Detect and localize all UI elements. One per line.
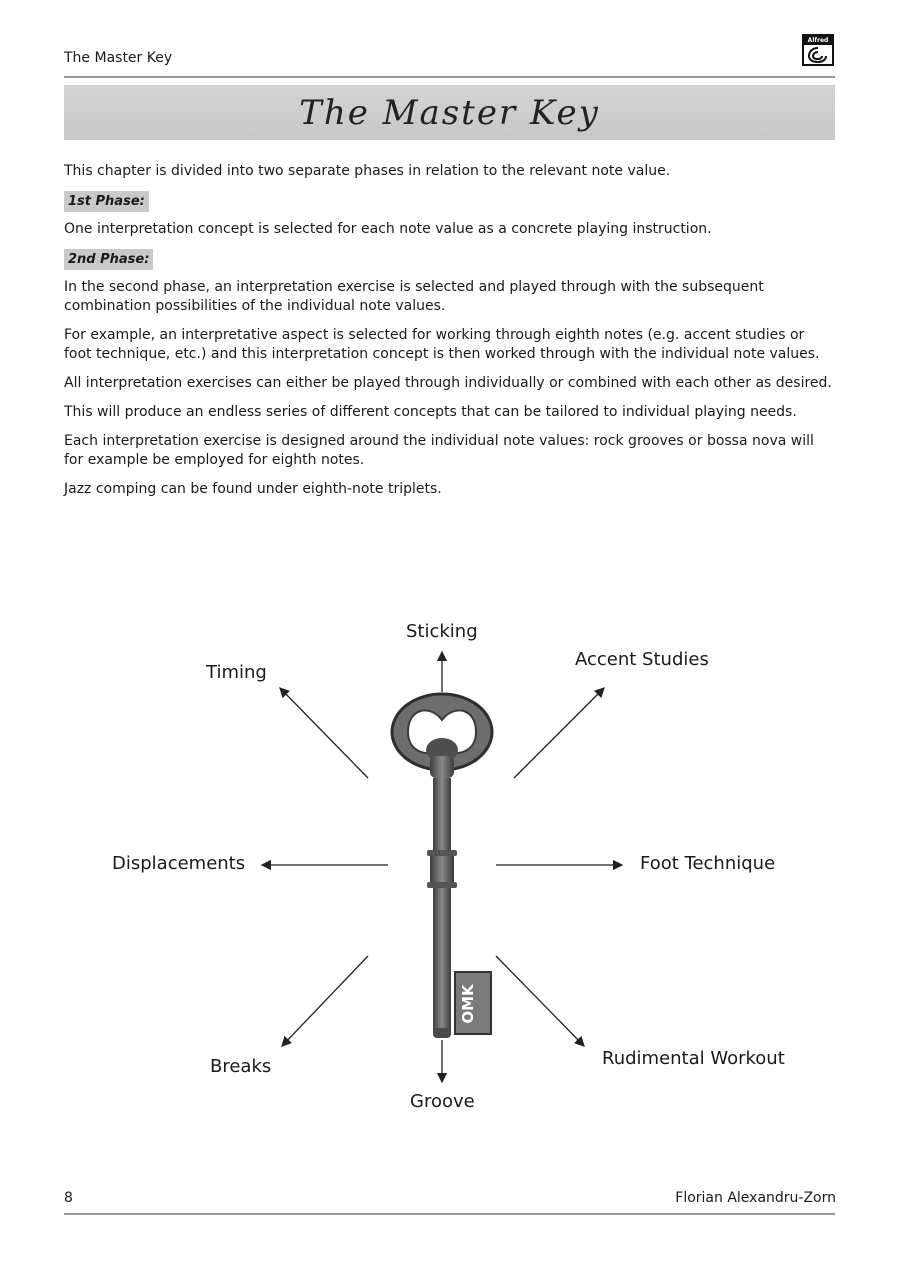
arrow-timing (280, 688, 368, 778)
paragraph: This will produce an endless series of different concepts that can be tailored to individual playing needs. (64, 404, 797, 420)
running-header-title: The Master Key (64, 50, 173, 66)
paragraph: For example, an interpretative aspect is selected for working through eighth notes (e.g. accent studies or foot technique, etc.) and this interpretation concept is then worked through with the individual note values. (64, 327, 820, 362)
arrow-rudimental-workout (496, 956, 584, 1046)
paragraph: All interpretation exercises can either be played through individually or combined with each other as desired. (64, 375, 832, 391)
master-key-diagram (0, 600, 900, 1140)
arrow-accent-studies (514, 688, 604, 778)
arrow-breaks (282, 956, 368, 1046)
body-text (64, 162, 836, 509)
header-rule (64, 76, 835, 78)
phase1-label: 1st Phase: (64, 191, 149, 212)
paragraph: Jazz comping can be found under eighth-note triplets. (64, 481, 442, 497)
phase2-label: 2nd Phase: (64, 249, 153, 270)
paragraph: In the second phase, an interpretation exercise is selected and played through with the subsequent combination possibilities of the individual note values. (64, 279, 764, 314)
footer-rule (64, 1213, 835, 1215)
author-name: Florian Alexandru-Zorn (675, 1190, 836, 1206)
label-breaks: Breaks (210, 1056, 272, 1077)
label-displacements: Displacements (112, 853, 246, 874)
key-tag-text: OMK (459, 984, 477, 1024)
chapter-title: The Master Key (299, 92, 600, 133)
key-illustration (392, 694, 492, 1038)
paragraph: Each interpretation exercise is designed around the individual note values: rock grooves or bossa nova will for example be employed for eighth notes. (64, 433, 814, 468)
logo-text: Alfred (804, 36, 832, 45)
phase1-paragraph: One interpretation concept is selected for each note value as a concrete playing instruction. (64, 221, 712, 237)
publisher-logo (802, 34, 834, 66)
chapter-banner (64, 85, 835, 140)
label-sticking: Sticking (406, 621, 478, 642)
label-groove: Groove (410, 1091, 475, 1112)
label-foot-technique: Foot Technique (640, 853, 776, 874)
label-timing: Timing (206, 662, 267, 683)
page-number: 8 (64, 1190, 73, 1206)
logo-mark-icon (807, 46, 829, 64)
intro-paragraph: This chapter is divided into two separate phases in relation to the relevant note value. (64, 163, 671, 179)
label-accent-studies: Accent Studies (575, 649, 709, 670)
label-rudimental-workout: Rudimental Workout (602, 1048, 785, 1069)
